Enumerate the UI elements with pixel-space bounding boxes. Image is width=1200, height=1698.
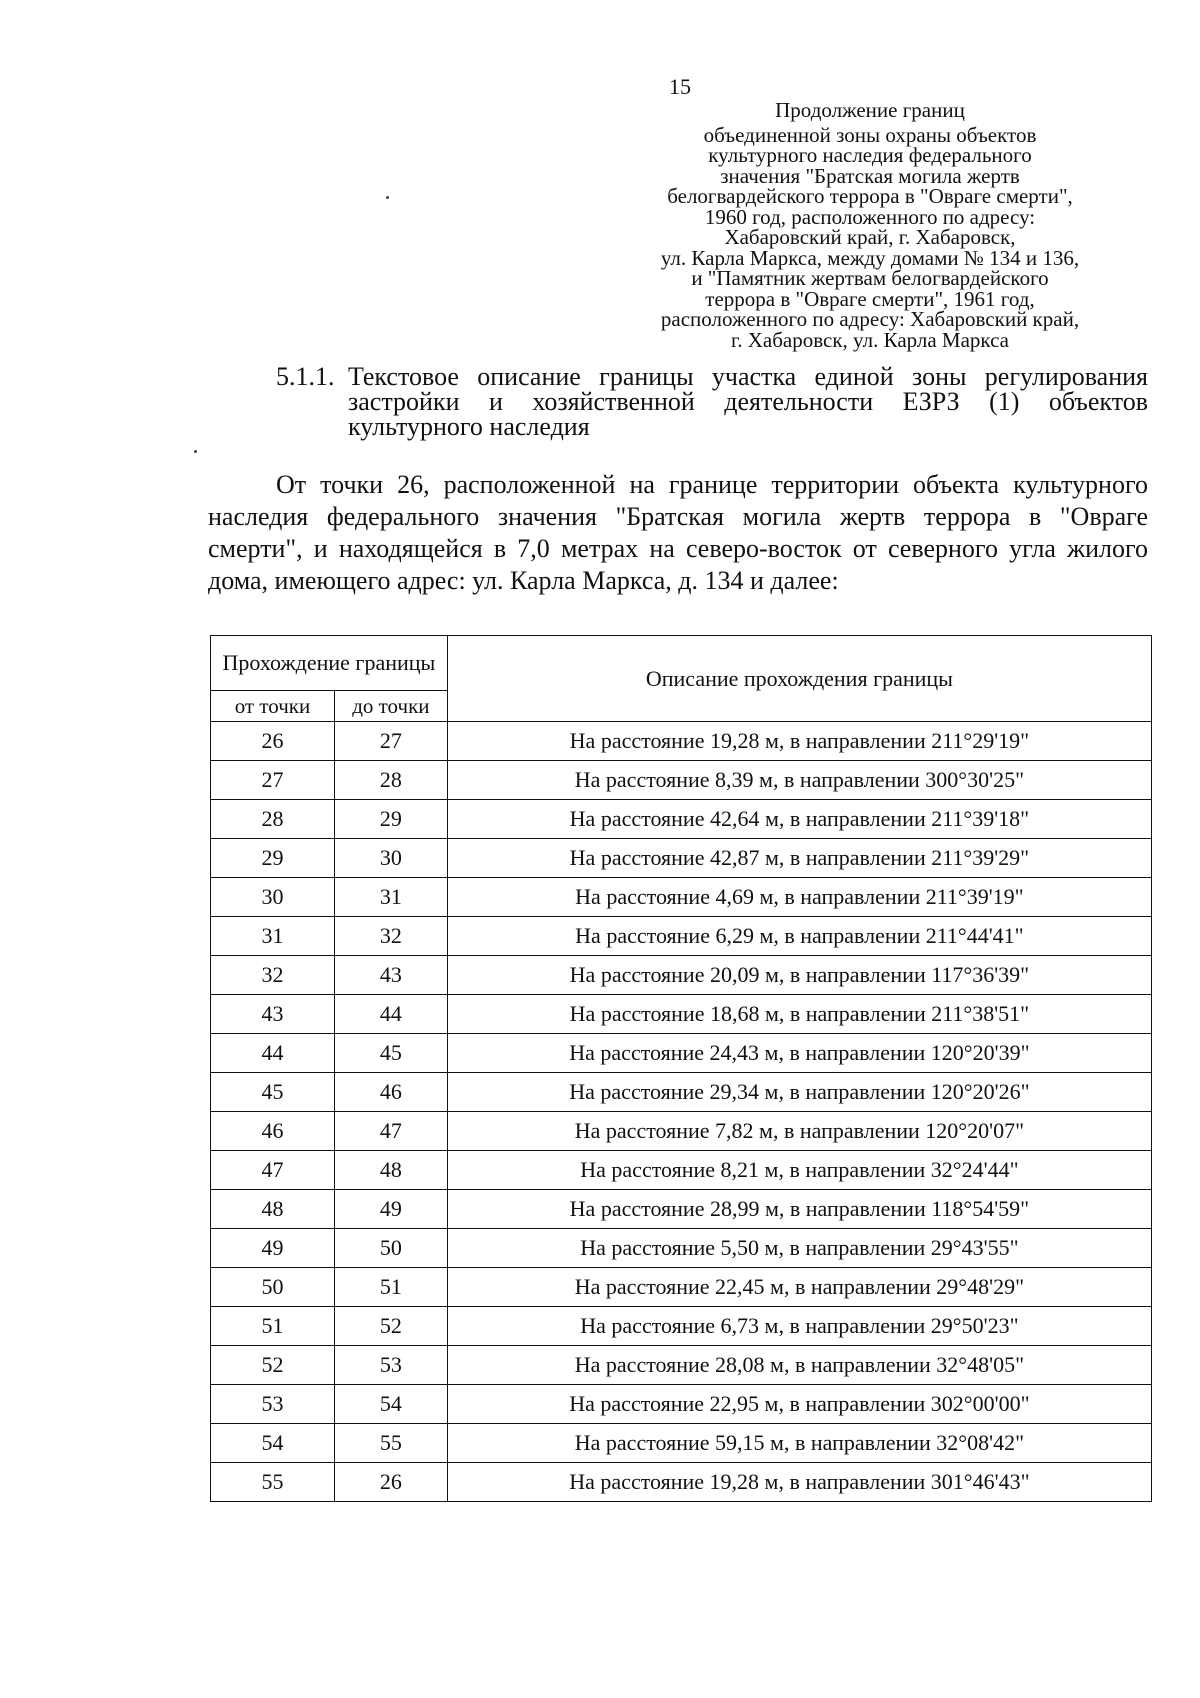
scan-speck bbox=[386, 196, 389, 199]
table-row bbox=[211, 1346, 1152, 1385]
header-line: 1960 год, расположенного по адресу: bbox=[704, 204, 1036, 229]
header-title: Продолжение границ bbox=[775, 98, 965, 122]
header-line: объединенной зоны охраны объектов bbox=[703, 122, 1037, 147]
cell-to-point: 52 bbox=[334, 1307, 447, 1346]
cell-description: На расстояние 42,64 м, в направлении 211°39'18" bbox=[447, 800, 1151, 839]
table-row bbox=[211, 917, 1152, 956]
cell-description: На расстояние 28,08 м, в направлении 32°48'05" bbox=[447, 1346, 1151, 1385]
boundary-table bbox=[210, 635, 1152, 1502]
cell-description: На расстояние 42,87 м, в направлении 211°39'29" bbox=[447, 839, 1151, 878]
cell-description: На расстояние 7,82 м, в направлении 120°20'07" bbox=[447, 1112, 1151, 1151]
section-title: Текстовое описание границы участка единой зоны регулирования застройки и хозяйственной деятельности ЕЗРЗ (1) объектов культурного наследия bbox=[348, 362, 1148, 441]
cell-from-point: 46 bbox=[211, 1112, 335, 1151]
header-line: ул. Карла Маркса, между домами № 134 и 136, bbox=[660, 245, 1080, 270]
cell-description: На расстояние 19,28 м, в направлении 211°29'19" bbox=[447, 722, 1151, 761]
cell-from-point: 55 bbox=[211, 1463, 335, 1502]
cell-to-point: 31 bbox=[334, 878, 447, 917]
table-row bbox=[211, 956, 1152, 995]
cell-description: На расстояние 28,99 м, в направлении 118°54'59" bbox=[447, 1190, 1151, 1229]
cell-from-point: 54 bbox=[211, 1424, 335, 1463]
table-row bbox=[211, 1385, 1152, 1424]
cell-from-point: 50 bbox=[211, 1268, 335, 1307]
cell-from-point: 49 bbox=[211, 1229, 335, 1268]
table-row bbox=[211, 839, 1152, 878]
cell-description: На расстояние 5,50 м, в направлении 29°43'55" bbox=[447, 1229, 1151, 1268]
cell-to-point: 30 bbox=[334, 839, 447, 878]
cell-to-point: 53 bbox=[334, 1346, 447, 1385]
table-body bbox=[211, 722, 1152, 1502]
cell-to-point: 29 bbox=[334, 800, 447, 839]
table-row bbox=[211, 1112, 1152, 1151]
cell-from-point: 45 bbox=[211, 1073, 335, 1112]
cell-description: На расстояние 24,43 м, в направлении 120°20'39" bbox=[447, 1034, 1151, 1073]
cell-description: На расстояние 19,28 м, в направлении 301°46'43" bbox=[447, 1463, 1151, 1502]
cell-to-point: 44 bbox=[334, 995, 447, 1034]
cell-from-point: 27 bbox=[211, 761, 335, 800]
cell-to-point: 47 bbox=[334, 1112, 447, 1151]
cell-description: На расстояние 4,69 м, в направлении 211°39'19" bbox=[447, 878, 1151, 917]
cell-to-point: 51 bbox=[334, 1268, 447, 1307]
cell-from-point: 26 bbox=[211, 722, 335, 761]
header-line: и "Памятник жертвам белогвардейского bbox=[691, 266, 1049, 290]
header-block bbox=[640, 100, 1100, 350]
table-row bbox=[211, 995, 1152, 1034]
scan-speck bbox=[194, 450, 197, 453]
table-row bbox=[211, 722, 1152, 761]
header-description-cell: Описание прохождения границы bbox=[447, 636, 1151, 722]
table-row bbox=[211, 1424, 1152, 1463]
cell-description: На расстояние 29,34 м, в направлении 120°20'26" bbox=[447, 1073, 1151, 1112]
page-number: 15 bbox=[669, 74, 691, 99]
cell-to-point: 27 bbox=[334, 722, 447, 761]
section-number: 5.1.1. bbox=[276, 362, 335, 391]
table-row bbox=[211, 1307, 1152, 1346]
table-row bbox=[211, 1151, 1152, 1190]
cell-from-point: 28 bbox=[211, 800, 335, 839]
cell-from-point: 32 bbox=[211, 956, 335, 995]
header-line: Хабаровский край, г. Хабаровск, bbox=[724, 225, 1016, 249]
cell-to-point: 49 bbox=[334, 1190, 447, 1229]
cell-from-point: 44 bbox=[211, 1034, 335, 1073]
header-to-cell: до точки bbox=[334, 691, 447, 722]
table-row bbox=[211, 1268, 1152, 1307]
cell-to-point: 46 bbox=[334, 1073, 447, 1112]
header-group-cell: Прохождение границы bbox=[211, 636, 448, 691]
header-line: значения "Братская могила жертв bbox=[720, 163, 1020, 188]
table-row bbox=[211, 1229, 1152, 1268]
cell-from-point: 31 bbox=[211, 917, 335, 956]
cell-description: На расстояние 18,68 м, в направлении 211°38'51" bbox=[447, 995, 1151, 1034]
cell-from-point: 48 bbox=[211, 1190, 335, 1229]
section-heading bbox=[276, 364, 1148, 439]
table-row bbox=[211, 1463, 1152, 1502]
cell-description: На расстояние 59,15 м, в направлении 32°08'42" bbox=[447, 1424, 1151, 1463]
intro-paragraph: От точки 26, расположенной на границе территории объекта культурного наследия федерального значения "Братская могила жертв террора в "Овраге смерти", и находящейся в 7,0 метрах на северо-восток от северного угла жилого дома, имеющего адрес: ул. Карла Маркса, д. 134 и далее: bbox=[208, 470, 1148, 595]
header-line: культурного наследия федерального bbox=[708, 143, 1032, 167]
cell-to-point: 54 bbox=[334, 1385, 447, 1424]
table-row bbox=[211, 1034, 1152, 1073]
header-line: террора в "Овраге смерти", 1961 год, bbox=[705, 286, 1035, 311]
cell-description: На расстояние 22,95 м, в направлении 302°00'00" bbox=[447, 1385, 1151, 1424]
cell-description: На расстояние 8,39 м, в направлении 300°30'25" bbox=[447, 761, 1151, 800]
cell-description: На расстояние 8,21 м, в направлении 32°24'44" bbox=[447, 1151, 1151, 1190]
cell-to-point: 28 bbox=[334, 761, 447, 800]
cell-to-point: 32 bbox=[334, 917, 447, 956]
cell-to-point: 50 bbox=[334, 1229, 447, 1268]
cell-from-point: 30 bbox=[211, 878, 335, 917]
cell-to-point: 45 bbox=[334, 1034, 447, 1073]
table-row bbox=[211, 878, 1152, 917]
cell-to-point: 26 bbox=[334, 1463, 447, 1502]
cell-from-point: 43 bbox=[211, 995, 335, 1034]
cell-from-point: 53 bbox=[211, 1385, 335, 1424]
cell-from-point: 29 bbox=[211, 839, 335, 878]
table-row bbox=[211, 800, 1152, 839]
cell-description: На расстояние 6,73 м, в направлении 29°50'23" bbox=[447, 1307, 1151, 1346]
cell-description: На расстояние 6,29 м, в направлении 211°44'41" bbox=[447, 917, 1151, 956]
cell-to-point: 43 bbox=[334, 956, 447, 995]
cell-from-point: 52 bbox=[211, 1346, 335, 1385]
cell-from-point: 47 bbox=[211, 1151, 335, 1190]
cell-description: На расстояние 20,09 м, в направлении 117°36'39" bbox=[447, 956, 1151, 995]
header-from-cell: от точки bbox=[211, 691, 335, 722]
header-line: расположенного по адресу: Хабаровский край, bbox=[660, 307, 1080, 331]
table-row bbox=[211, 761, 1152, 800]
cell-description: На расстояние 22,45 м, в направлении 29°48'29" bbox=[447, 1268, 1151, 1307]
header-line: г. Хабаровск, ул. Карла Маркса bbox=[730, 327, 1009, 352]
table-row bbox=[211, 1073, 1152, 1112]
header-line: белогвардейского террора в "Овраге смерти", bbox=[667, 184, 1073, 208]
cell-to-point: 48 bbox=[334, 1151, 447, 1190]
cell-from-point: 51 bbox=[211, 1307, 335, 1346]
table-row bbox=[211, 1190, 1152, 1229]
cell-to-point: 55 bbox=[334, 1424, 447, 1463]
